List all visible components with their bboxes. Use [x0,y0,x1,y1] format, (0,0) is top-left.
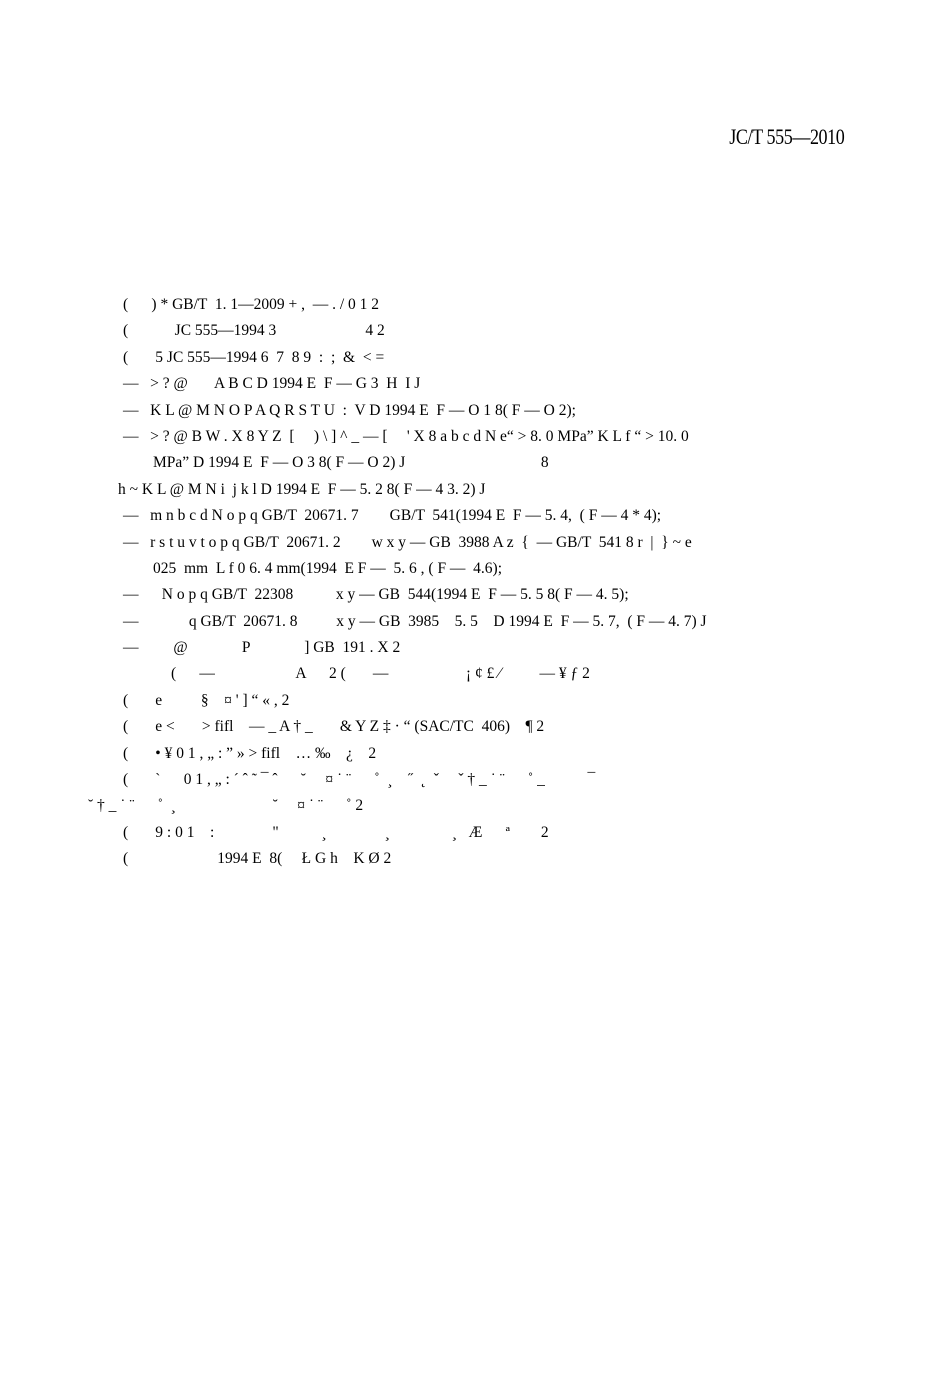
foreword-line-text: 025 mm L f 0 6. 4 mm(1994 E F — 5. 6 , ( F — 4.6); [153,559,503,577]
foreword-line-text: — r s t u v t o p q GB/T 20671. 2 w x y — GB 3988 A z { — GB/T 541 8 r | } ~ e [123,533,692,551]
foreword-line-text: — N o p q GB/T 22308 x y — GB 544(1994 E F — 5. 5 8( F — 4. 5); [123,586,629,604]
foreword-line [0,661,950,687]
foreword-line-text: — K L @ M N O P A Q R S T U : V D 1994 E F — O 1 8( F — O 2); [123,401,576,419]
foreword-line [0,530,950,556]
foreword-line-text: ( JC 555—1994 3 4 2 [123,322,385,340]
foreword-line [0,503,950,529]
foreword-line [0,741,950,767]
foreword-line [0,424,950,450]
foreword-line-text: ( ) * GB/T 1. 1—2009 + , — . / 0 1 2 [123,296,380,313]
foreword-line-text: ( 5 JC 555—1994 6 7 8 9 : ; & < = [123,348,385,366]
foreword-line [0,820,950,846]
foreword-line-text: ( 9 : 0 1 : " ¸ ¸ ¸ Æ ª 2 [123,823,549,841]
foreword-line-text: MPa” D 1994 E F — O 3 8( F — O 2) J 8 [153,454,549,472]
foreword-line-text: — m n b c d N o p q GB/T 20671. 7 GB/T 541(1994 E F — 5. 4, ( F — 4 * 4); [123,507,662,525]
foreword-line-text: — @ P ] GB 191 . X 2 [123,639,401,657]
foreword-line [0,609,950,635]
foreword-line-text: ( 1994 E 8( Ł G h K Ø 2 [123,850,392,868]
foreword-line [0,450,950,476]
foreword-body [0,292,950,873]
foreword-line-text: ( • ¥ 0 1 , „ : ” » > fifl … ‰ ¿ 2 [123,744,377,762]
foreword-line [0,371,950,397]
foreword-line [0,582,950,608]
foreword-line-text: ˘ † _ ˙ ¨ ˚ ¸ ˘ ¤ ˙ ¨ ˚ 2 [88,797,364,815]
foreword-line [0,292,950,318]
foreword-line-text: — > ? @ B W . X 8 Y Z [ ) \ ] ^ _ — [ ' X 8 a b c d N e“ > 8. 0 MPa” K L f “ > 10. 0 [123,427,689,445]
foreword-line [0,477,950,503]
foreword-line [0,556,950,582]
foreword-line-text: ( e § ¤ ' ] “ « , 2 [123,691,290,709]
foreword-line-text: — > ? @ A B C D 1994 E F — G 3 H I J [123,375,421,393]
foreword-line [0,635,950,661]
foreword-line-text: h ~ K L @ M N i j k l D 1994 E F — 5. 2 8( F — 4 3. 2) J [118,480,486,498]
foreword-line [0,714,950,740]
foreword-line [0,398,950,424]
foreword-line-text: ( ` 0 1 , „ : ´ ˆ ˜ ¯ ˆ ˘ ¤ ˙ ¨ ˚ ¸ ˝ ˛ ˇ ˇ † _ ˙ ¨ ˚ _ ¯ [123,771,596,789]
foreword-line [0,767,950,793]
standard-code-header: JC/T 555—2010 [728,124,844,149]
foreword-line [0,318,950,344]
foreword-line-text: ( — A 2 ( — ¡ ¢ £ ⁄ — ¥ ƒ 2 [171,665,590,683]
foreword-line [0,793,950,819]
foreword-line [0,688,950,714]
foreword-line [0,345,950,371]
foreword-line [0,846,950,872]
foreword-line-text: — q GB/T 20671. 8 x y — GB 3985 5. 5 D 1994 E F — 5. 7, ( F — 4. 7) J [123,612,707,630]
foreword-line-text: ( e < > fifl — _ A † _ & Y Z ‡ · “ (SAC/TC 406) ¶ 2 [123,718,545,736]
